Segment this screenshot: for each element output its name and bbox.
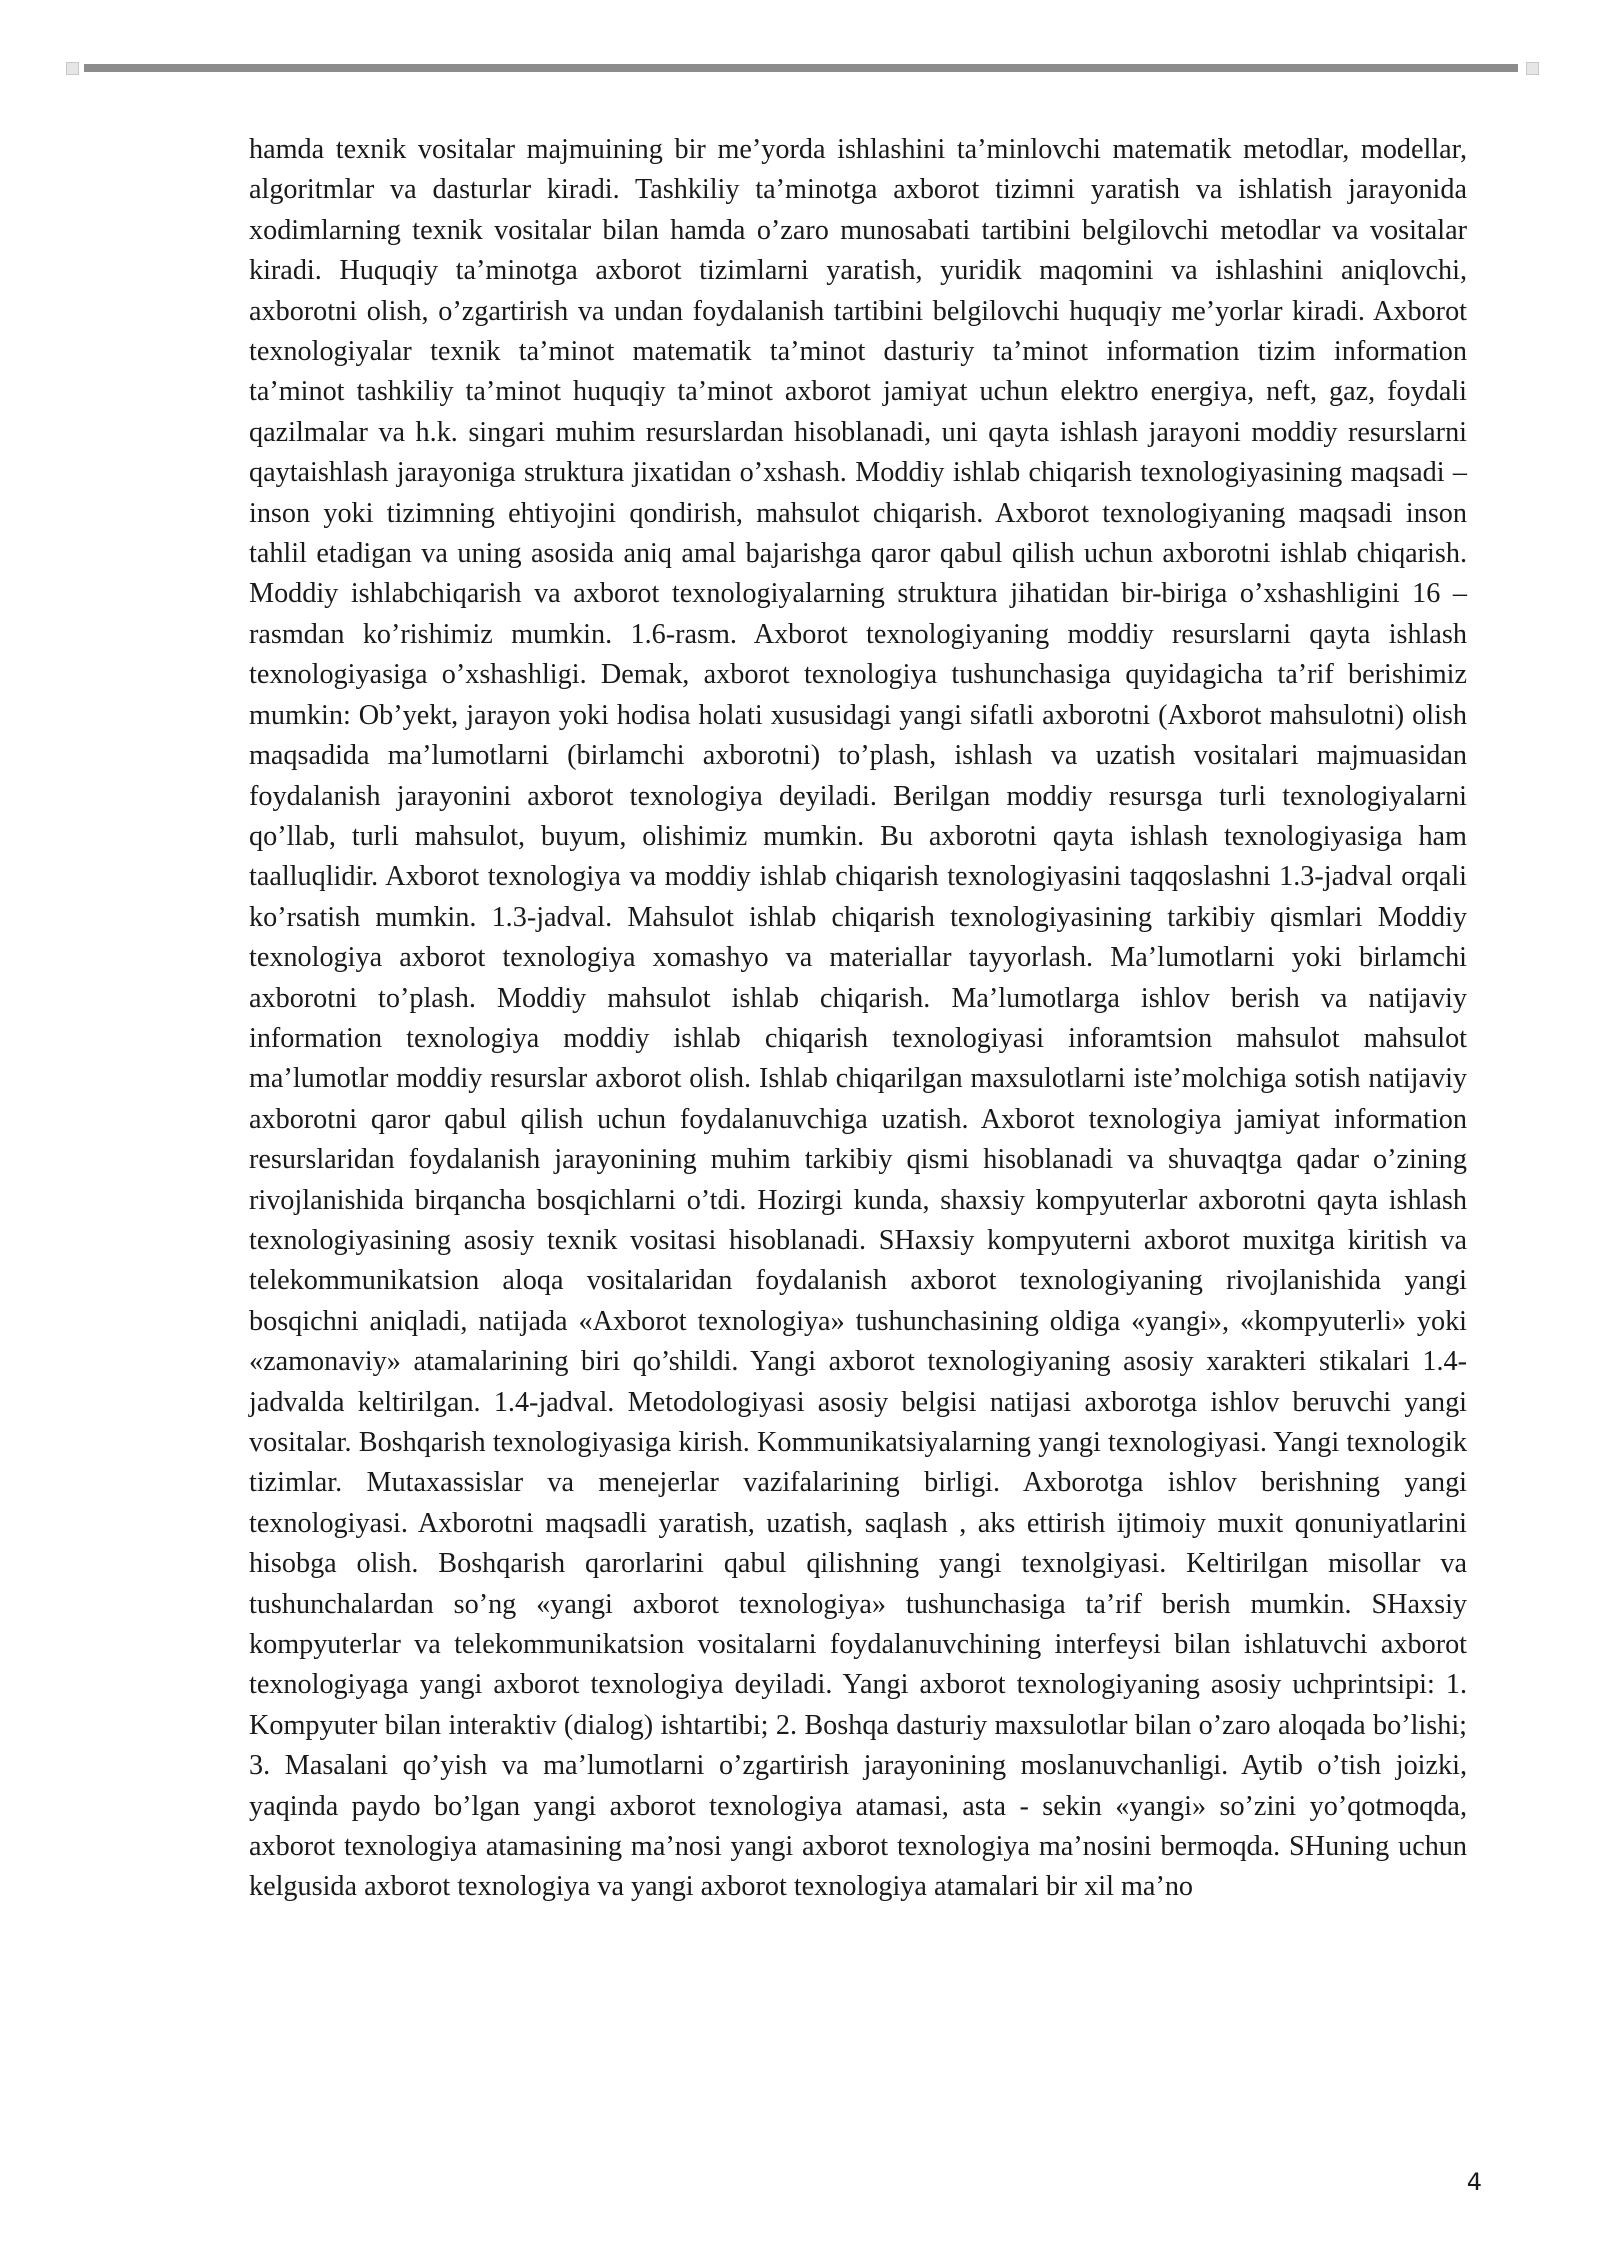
page-number: 4 bbox=[1466, 2168, 1482, 2196]
header-right-corner-marker bbox=[1526, 62, 1539, 75]
header-rule bbox=[84, 64, 1518, 72]
header-left-corner-marker bbox=[66, 62, 79, 75]
body-paragraph: hamda texnik vositalar majmuining bir me’yorda ishlashini ta’minlovchi matematik metodlar, modellar, algoritmlar va dasturlar kiradi. Tashkiliy ta’minotga axborot tizimni yaratish va ishlatish jarayonida xodimlarning texnik vositalar bilan hamda o’zaro munosabati tartibini belgilovchi metodlar va vositalar kiradi. Huquqiy ta’minotga axborot tizimlarni yaratish, yuridik maqomini va ishlashini aniqlovchi, axborotni olish, o’zgartirish va undan foydalanish tartibini belgilovchi huquqiy me’yorlar kiradi. Axborot texnologiyalar texnik ta’minot matematik ta’minot dasturiy ta’minot information tizim information ta’minot tashkiliy ta’minot huquqiy ta’minot axborot jamiyat uchun elektro energiya, neft, gaz, foydali qazilmalar va h.k. singari muhim resurslardan hisoblanadi, uni qayta ishlash jarayoni moddiy resurslarni qaytaishlash jarayoniga struktura jixatidan o’xshash. Moddiy ishlab chiqarish texnologiyasining maqsadi – inson yoki tizimning ehtiyojini qondirish, mahsulot chiqarish. Axborot texnologiyaning maqsadi inson tahlil etadigan va uning asosida aniq amal bajarishga qaror qabul qilish uchun axborotni ishlab chiqarish. Moddiy ishlabchiqarish va axborot texnologiyalarning struktura jihatidan bir-biriga o’xshashligini 16 – rasmdan ko’rishimiz mumkin. 1.6-rasm. Axborot texnologiyaning moddiy resurslarni qayta ishlash texnologiyasiga o’xshashligi. Demak, axborot texnologiya tushunchasiga quyidagicha ta’rif berishimiz mumkin: Ob’yekt, jarayon yoki hodisa holati xususidagi yangi sifatli axborotni (Axborot mahsulotni) olish maqsadida ma’lumotlarni (birlamchi axborotni) to’plash, ishlash va uzatish vositalari majmuasidan foydalanish jarayonini axborot texnologiya deyiladi. Berilgan moddiy resursga turli texnologiyalarni qo’llab, turli mahsulot, buyum, olishimiz mumkin. Bu axborotni qayta ishlash texnologiyasiga ham taalluqlidir. Axborot texnologiya va moddiy ishlab chiqarish texnologiyasini taqqoslashni 1.3-jadval orqali ko’rsatish mumkin. 1.3-jadval. Mahsulot ishlab chiqarish texnologiyasining tarkibiy qismlari Moddiy texnologiya axborot texnologiya xomashyo va materiallar tayyorlash. Ma’lumotlarni yoki birlamchi axborotni to’plash. Moddiy mahsulot ishlab chiqarish. Ma’lumotlarga ishlov berish va natijaviy information texnologiya moddiy ishlab chiqarish texnologiyasi inforamtsion mahsulot mahsulot ma’lumotlar moddiy resurslar axborot olish. Ishlab chiqarilgan maxsulotlarni iste’molchiga sotish natijaviy axborotni qaror qabul qilish uchun foydalanuvchiga uzatish. Axborot texnologiya jamiyat information resurslaridan foydalanish jarayonining muhim tarkibiy qismi hisoblanadi va shuvaqtga qadar o’zining rivojlanishida birqancha bosqichlarni o’tdi. Hozirgi kunda, shaxsiy kompyuterlar axborotni qayta ishlash texnologiyasining asosiy texnik vositasi hisoblanadi. SHaxsiy kompyuterni axborot muxitga kiritish va telekommunikatsion aloqa vositalaridan foydalanish axborot texnologiyaning rivojlanishida yangi bosqichni aniqladi, natijada «Axborot texnologiya» tushunchasining oldiga «yangi», «kompyuterli» yoki «zamonaviy» atamalarining biri qo’shildi. Yangi axborot texnologiyaning asosiy xarakteri stikalari 1.4-jadvalda keltirilgan. 1.4-jadval. Metodologiyasi asosiy belgisi natijasi axborotga ishlov beruvchi yangi vositalar. Boshqarish texnologiyasiga kirish. Kommunikatsiyalarning yangi texnologiyasi. Yangi texnologik tizimlar. Mutaxassislar va menejerlar vazifalarining birligi. Axborotga ishlov berishning yangi texnologiyasi. Axborotni maqsadli yaratish, uzatish, saqlash , aks ettirish ijtimoiy muxit qonuniyatlarini hisobga olish. Boshqarish qarorlarini qabul qilishning yangi texnolgiyasi. Keltirilgan misollar va tushunchalardan so’ng «yangi axborot texnologiya» tushunchasiga ta’rif berish mumkin. SHaxsiy kompyuterlar va telekommunikatsion vositalarni foydalanuvchining interfeysi bilan ishlatuvchi axborot texnologiyaga yangi axborot texnologiya deyiladi. Yangi axborot texnologiyaning asosiy uchprintsipi: 1. Kompyuter bilan interaktiv (dialog) ishtartibi; 2. Boshqa dasturiy maxsulotlar bilan o’zaro aloqada bo’lishi; 3. Masalani qo’yish va ma’lumotlarni o’zgartirish jarayonining moslanuvchanligi. Aytib o’tish joizki, yaqinda paydo bo’lgan yangi axborot texnologiya atamasi, asta - sekin «yangi» so’zini yo’qotmoqda, axborot texnologiya atamasining ma’nosi yangi axborot texnologiya ma’nosini bermoqda. SHuning uchun kelgusida axborot texnologiya va yangi axborot texnologiya atamalari bir xil ma’no bbox=[249, 134, 1467, 1903]
